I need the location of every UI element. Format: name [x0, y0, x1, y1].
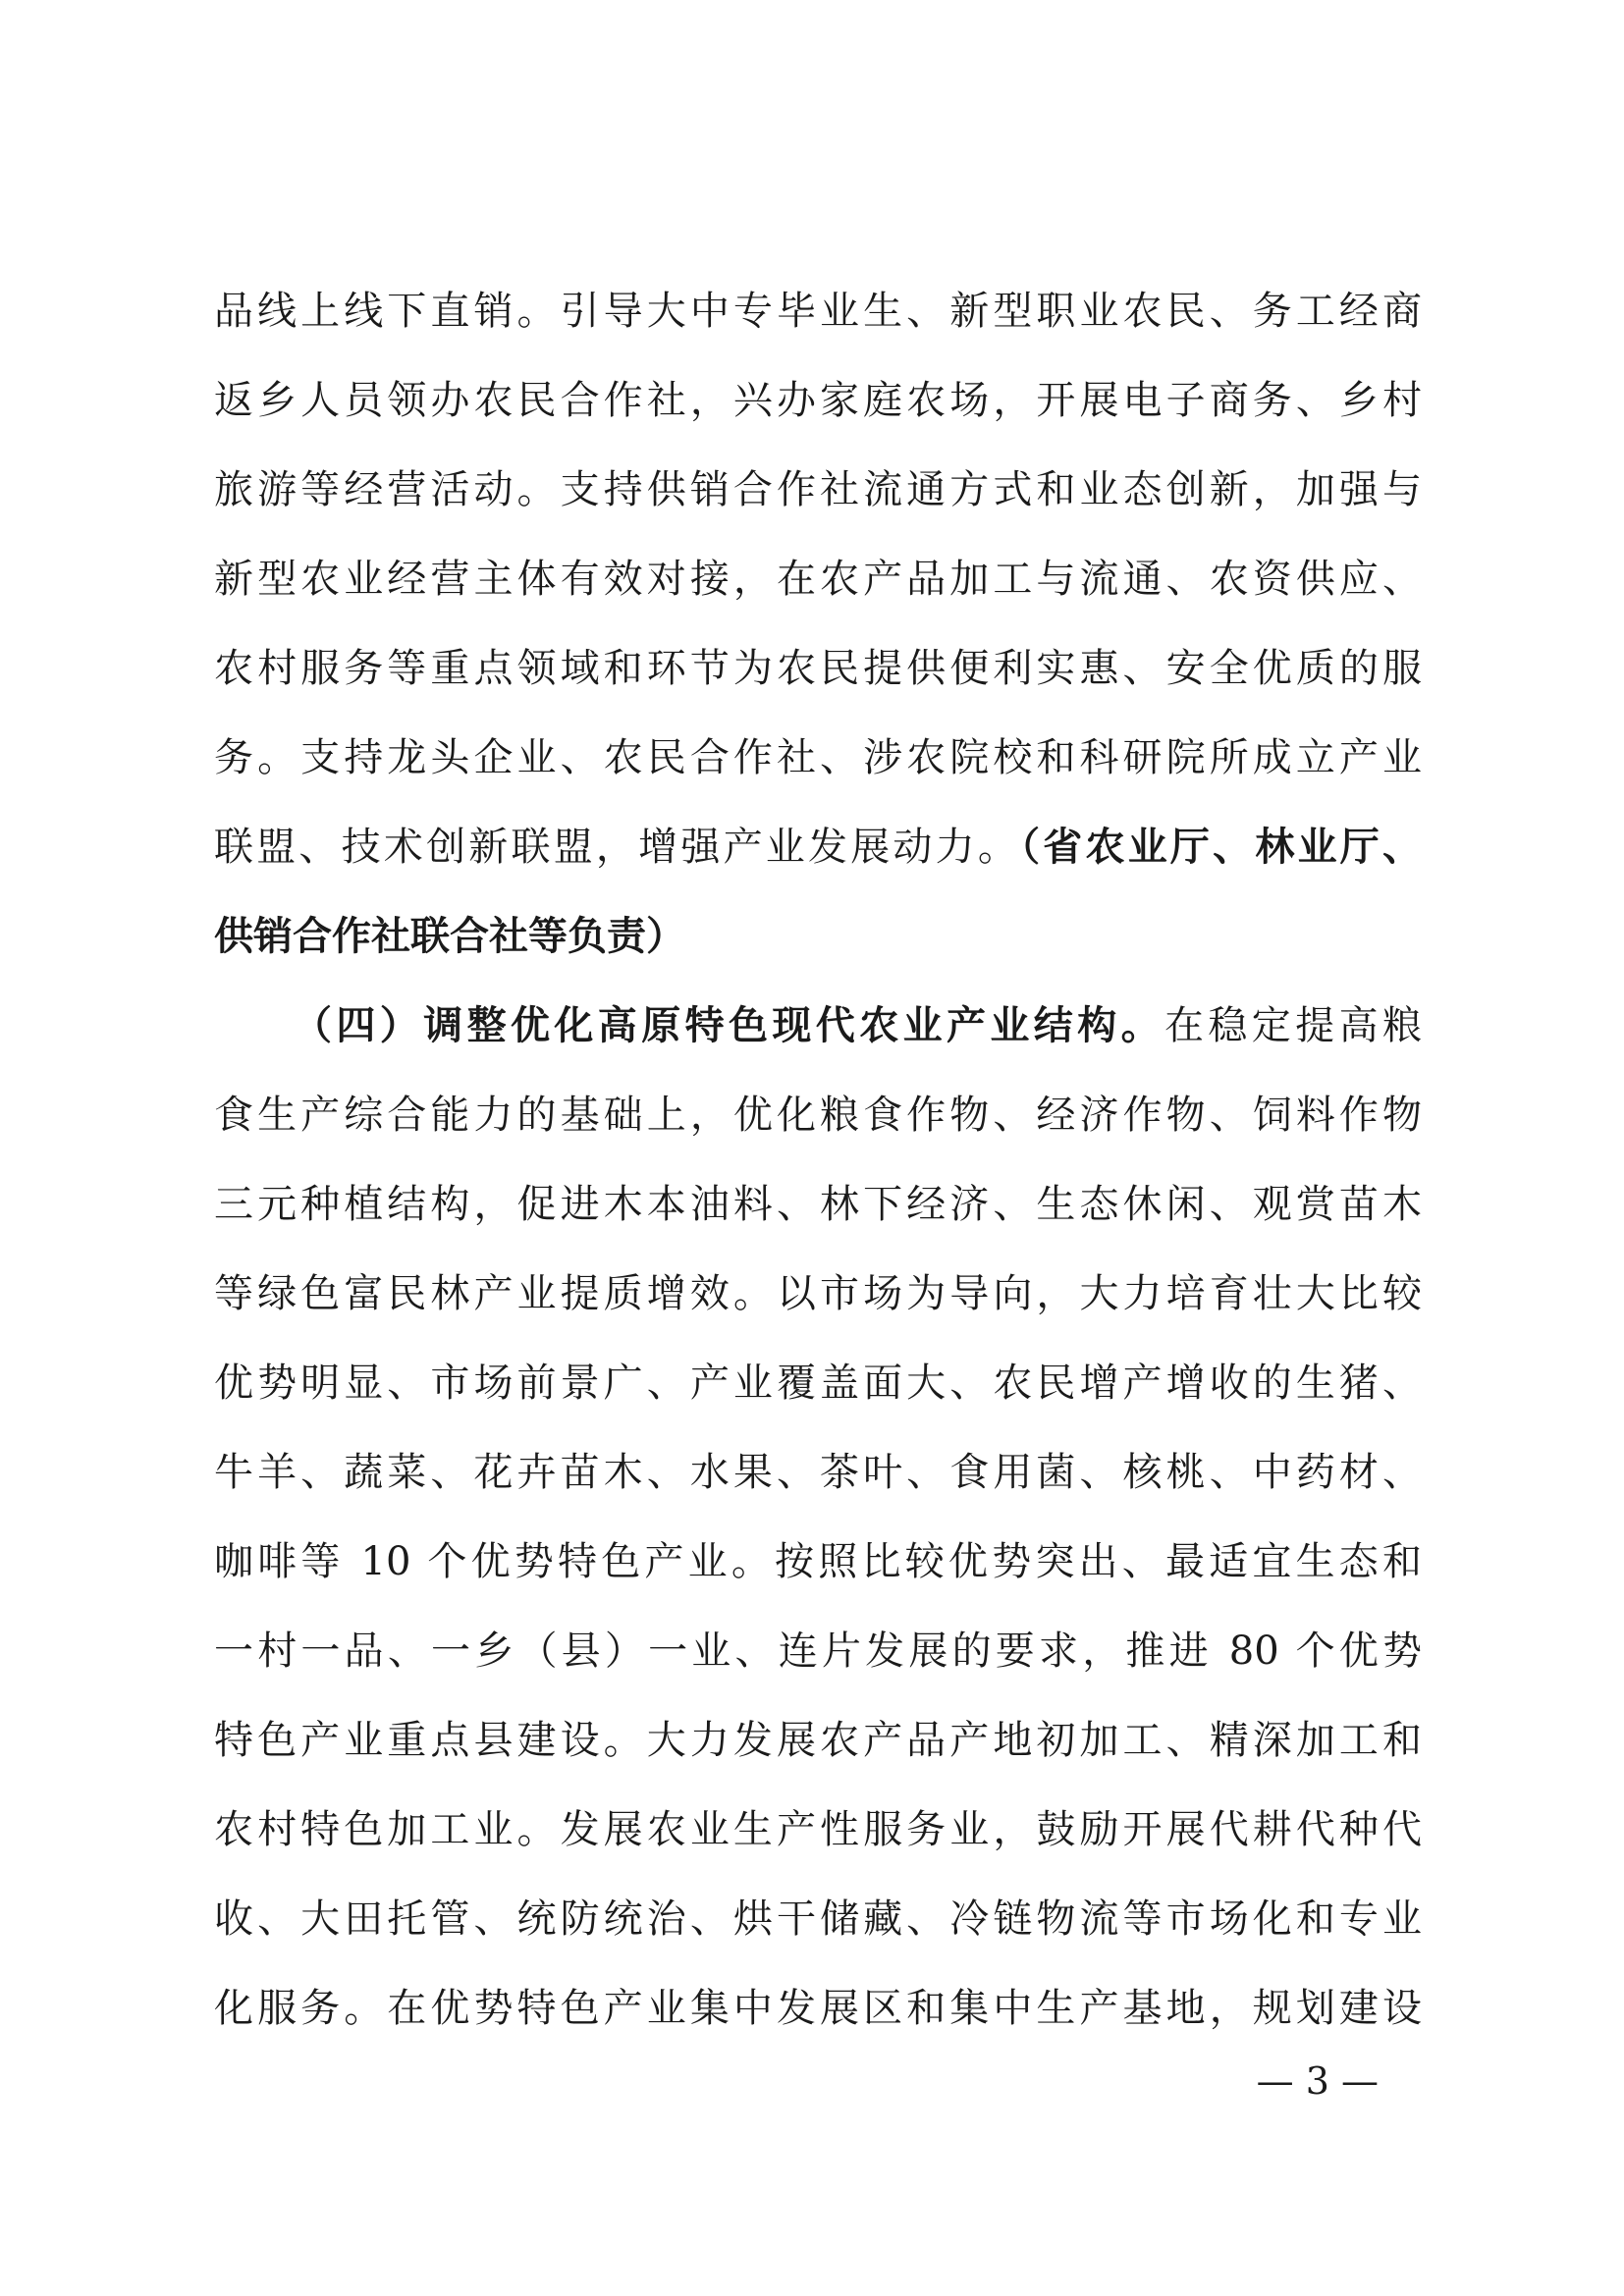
body-text-line: 牛羊、蔬菜、花卉苗木、水果、茶叶、食用菌、核桃、中药材、 — [214, 1450, 1422, 1495]
body-text-line: 新型农业经营主体有效对接，在农产品加工与流通、农资供应、 — [214, 557, 1422, 602]
body-text-line: 一村一品、一乡（县）一业、连片发展的要求，推进 80 个优势 — [214, 1629, 1422, 1674]
responsibility-note: 供销合作社联合社等负责） — [214, 913, 685, 959]
body-text-line: 优势明显、市场前景广、产业覆盖面大、农民增产增收的生猪、 — [214, 1361, 1422, 1406]
body-text-line: 务。支持龙头企业、农民合作社、涉农院校和科研院所成立产业 — [214, 735, 1422, 780]
body-text-line: 咖啡等 10 个优势特色产业。按照比较优势突出、最适宜生态和 — [214, 1539, 1422, 1584]
body-text-line: 化服务。在优势特色产业集中发展区和集中生产基地，规划建设 — [214, 1986, 1422, 2031]
body-text-line: 特色产业重点县建设。大力发展农产品产地初加工、精深加工和 — [214, 1718, 1422, 1763]
page-number: — 3 — — [1256, 2059, 1379, 2103]
section-heading-line — [293, 991, 1422, 1060]
body-text-line: 旅游等经营活动。支持供销合作社流通方式和业态创新，加强与 — [214, 467, 1422, 512]
body-text-line: 返乡人员领办农民合作社，兴办家庭农场，开展电子商务、乡村 — [214, 378, 1422, 423]
section-heading: （四）调整优化高原特色现代农业产业结构。 — [293, 1002, 1164, 1048]
body-text-line: 等绿色富民林产业提质增效。以市场为导向，大力培育壮大比较 — [214, 1271, 1422, 1316]
body-text-line: 食生产综合能力的基础上，优化粮食作物、经济作物、饲料作物 — [214, 1093, 1422, 1138]
body-text-line: 农村服务等重点领域和环节为农民提供便利实惠、安全优质的服 — [214, 646, 1422, 691]
responsibility-note: （省农业厅、林业厅、 — [1020, 824, 1423, 870]
body-text-line: 农村特色加工业。发展农业生产性服务业，鼓励开展代耕代种代 — [214, 1807, 1422, 1852]
body-text-line: 品线上线下直销。引导大中专毕业生、新型职业农民、务工经商 — [214, 289, 1422, 334]
body-text-line: 收、大田托管、统防统治、烘干储藏、冷链物流等市场化和专业 — [214, 1896, 1422, 1942]
body-text-segment: 在稳定提高粮 — [1164, 1003, 1422, 1048]
body-text-line: 三元种植结构，促进木本油料、林下经济、生态休闲、观赏苗木 — [214, 1182, 1422, 1227]
body-text-segment: 联盟、技术创新联盟，增强产业发展动力。 — [214, 825, 1021, 870]
body-text-line — [214, 813, 1422, 881]
